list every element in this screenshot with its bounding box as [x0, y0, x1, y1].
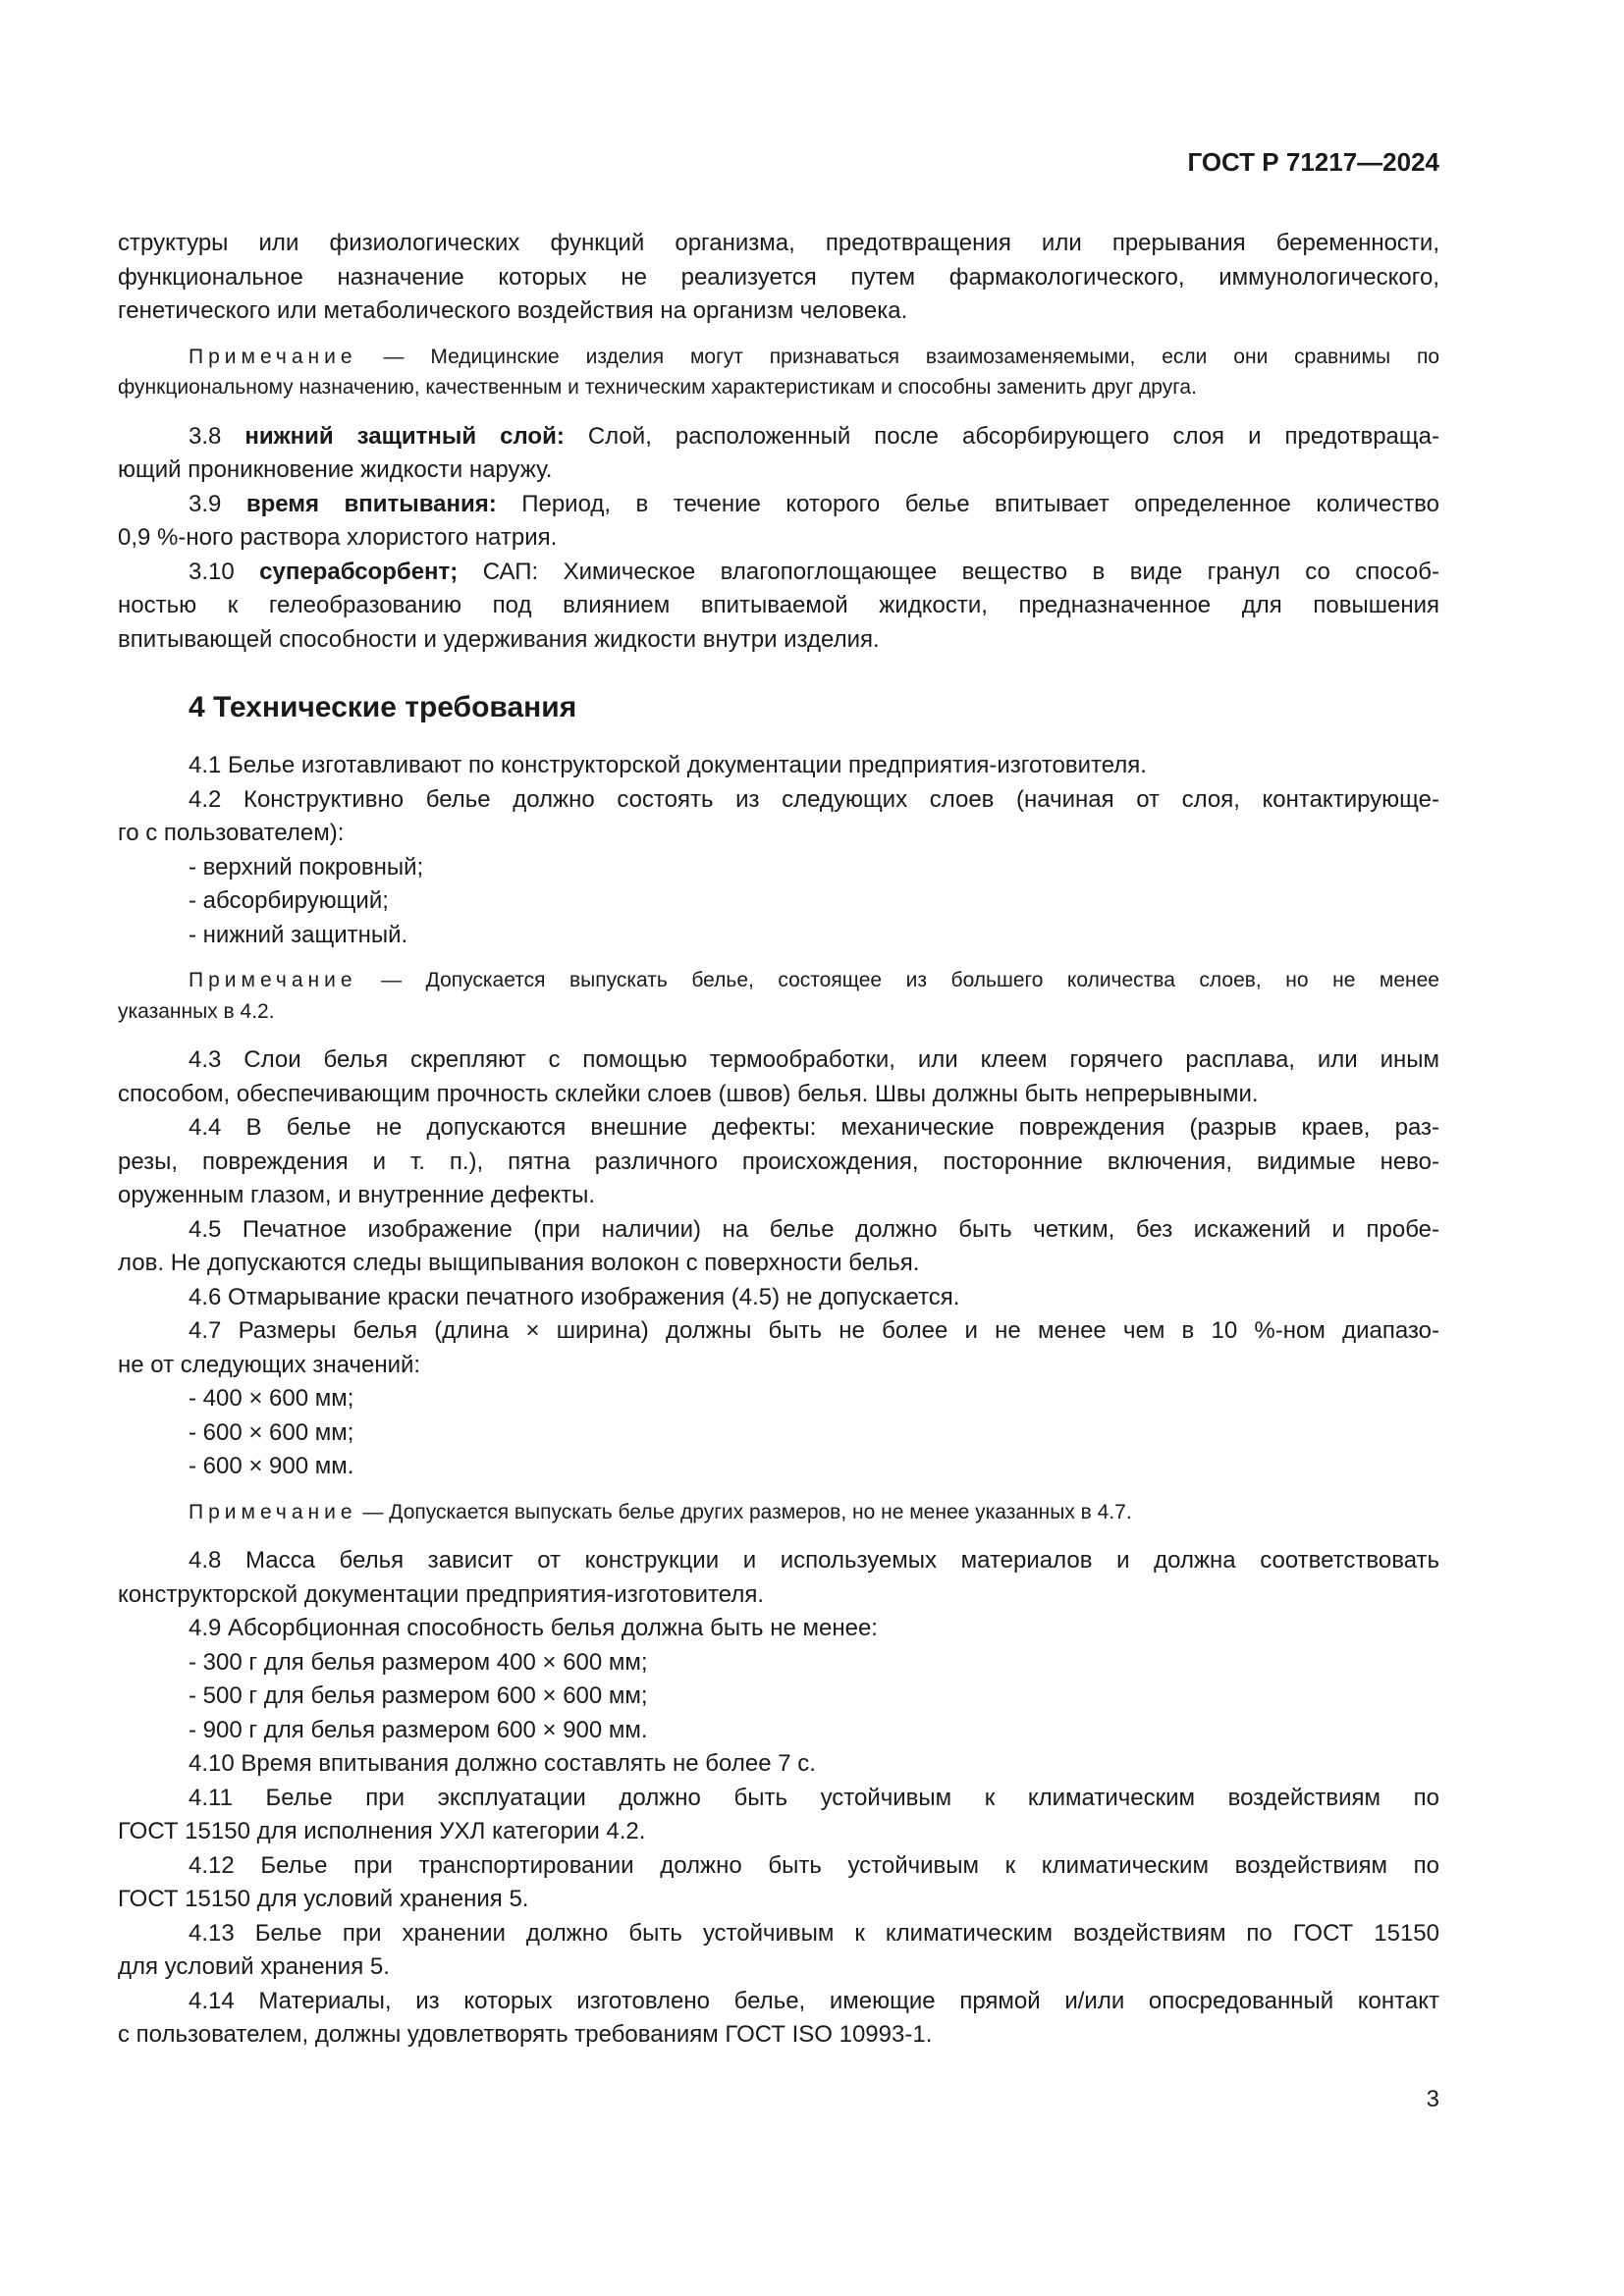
- text-line: 4.4 В белье не допускаются внешние дефекты: механические повреждения (разрыв краев, раз-: [189, 1114, 1440, 1141]
- text-line: генетического или метаболического воздействия на организм человека.: [118, 297, 908, 324]
- text-line: 3.9 время впитывания: Период, в течение которого белье впитывает определенное количество: [189, 490, 1440, 517]
- text-line: способом, обеспечивающим прочность склейки слоев (швов) белья. Швы должны быть непрерывными.: [118, 1080, 1259, 1107]
- clause: [118, 783, 1439, 851]
- section-heading: 4 Технические требования: [189, 691, 577, 723]
- text-line: ГОСТ 15150 для исполнения УХЛ категории 4.2.: [118, 1818, 646, 1844]
- text-line: 4.2 Конструктивно белье должно состоять из следующих слоев (начиная от слоя, контактирующе-: [189, 785, 1439, 813]
- text-line: 4.8 Масса белья зависит от конструкции и используемых материалов и должна соответствовать: [189, 1547, 1440, 1574]
- text-line: ГОСТ 15150 для условий хранения 5.: [118, 1886, 529, 1912]
- clause: [118, 227, 1439, 329]
- text-line: Примечание — Медицинские изделия могут признаваться взаимозаменяемыми, если они сравнимы по: [189, 345, 1439, 368]
- clause: [118, 749, 1439, 783]
- text-line: 4.11 Белье при эксплуатации должно быть устойчивым к климатическим воздействиям по: [189, 1784, 1439, 1811]
- text-line: с пользователем, должны удовлетворять требованиям ГОСТ ISO 10993-1.: [118, 2021, 933, 2048]
- clause: [118, 1747, 1439, 1782]
- clause-number: 3.8: [189, 422, 245, 450]
- note-label: Примечание: [189, 1500, 357, 1523]
- clause-number: 4.1: [189, 752, 229, 778]
- clause: [118, 1612, 1439, 1646]
- list-item: - верхний покровный;: [189, 853, 424, 881]
- clause-number: 4.12: [189, 1851, 261, 1879]
- text-line: 3.8 нижний защитный слой: Слой, расположенный после абсорбирующего слоя и предотвраща-: [189, 422, 1439, 450]
- text-line: 0,9 %-ного раствора хлористого натрия.: [118, 524, 558, 551]
- clause-number: 4.14: [189, 1987, 259, 2014]
- text-line: оруженным глазом, и внутренние дефекты.: [118, 1182, 596, 1208]
- clause: [118, 1111, 1439, 1213]
- clause-number: 4.2: [189, 785, 244, 813]
- note: [118, 965, 1439, 1027]
- note-label: Примечание: [189, 969, 357, 991]
- text-line: 4.3 Слои белья скрепляют с помощью термообработки, или клеем горячего расплава, или иным: [189, 1046, 1439, 1073]
- clause: [118, 1917, 1439, 1985]
- text-line: ющий проникновение жидкости наружу.: [118, 456, 553, 483]
- clause: [118, 1985, 1439, 2053]
- list-item: - 400 × 600 мм;: [189, 1385, 354, 1412]
- text-line: 4.6 Отмарывание краски печатного изображения (4.5) не допускается.: [189, 1283, 960, 1310]
- clause-number: 4.9: [189, 1615, 229, 1641]
- list-item: - 900 г для белья размером 600 × 900 мм.: [189, 1716, 648, 1743]
- term: суперабсорбент;: [259, 558, 483, 585]
- text-line: го с пользователем):: [118, 820, 345, 846]
- clause: [118, 1043, 1439, 1111]
- text-line: 4.1 Белье изготавливают по конструкторской документации предприятия-изготовителя.: [189, 752, 1147, 778]
- list-item: - 500 г для белья размером 600 × 600 мм;: [189, 1682, 648, 1709]
- list-item: - нижний защитный.: [189, 921, 408, 948]
- clause-number: 4.10: [189, 1750, 242, 1777]
- clause: [118, 488, 1439, 556]
- text-line: 4.10 Время впитывания должно составлять не более 7 с.: [189, 1750, 816, 1777]
- text-line: лов. Не допускаются следы выщипывания волокон с поверхности белья.: [118, 1250, 920, 1276]
- note: [118, 342, 1439, 403]
- clause: [118, 556, 1439, 658]
- clause-number: 3.9: [189, 490, 246, 517]
- clause-number: 3.10: [189, 558, 260, 585]
- list-item: - 600 × 900 мм.: [189, 1453, 354, 1479]
- text-line: 4.7 Размеры белья (длина × ширина) должны быть не более и не менее чем в 10 %-ном диапазо-: [189, 1317, 1439, 1344]
- clause: [118, 1782, 1439, 1849]
- text-line: не от следующих значений:: [118, 1351, 421, 1378]
- text-line: резы, повреждения и т. п.), пятна различного происхождения, посторонние включения, видимые нево-: [118, 1148, 1439, 1175]
- list-item: - 600 × 600 мм;: [189, 1418, 354, 1446]
- list-item: - 300 г для белья размером 400 × 600 мм;: [189, 1648, 648, 1676]
- text-line: конструкторской документации предприятия-изготовителя.: [118, 1580, 764, 1608]
- clause-number: 4.6: [189, 1283, 229, 1310]
- clause-number: 4.13: [189, 1919, 255, 1947]
- clause-number: 4.4: [189, 1114, 246, 1141]
- text-line: 4.13 Белье при хранении должно быть устойчивым к климатическим воздействиям по ГОСТ 15150: [189, 1919, 1439, 1947]
- clause: [118, 1213, 1439, 1281]
- term: время впитывания:: [245, 490, 522, 517]
- clause-number: 4.5: [189, 1215, 243, 1243]
- text-line: функциональное назначение которых не реализуется путем фармакологического, иммунологического,: [118, 263, 1439, 291]
- text-line: впитывающей способности и удерживания жидкости внутри изделия.: [118, 625, 880, 653]
- text-line: 4.14 Материалы, из которых изготовлено белье, имеющие прямой и/или опосредованный контакт: [189, 1987, 1439, 2014]
- clause: [118, 420, 1439, 488]
- clause: [118, 1849, 1439, 1917]
- text-line: функциональному назначению, качественным и техническим характеристикам и способны заменить друг друга.: [118, 376, 1197, 399]
- text-line: структуры или физиологических функций организма, предотвращения или прерывания беременности,: [118, 230, 1439, 256]
- clause: [118, 1544, 1439, 1612]
- clause-number: 4.7: [189, 1317, 239, 1344]
- clause-number: 4.8: [189, 1547, 245, 1574]
- term: нижний защитный слой:: [244, 422, 588, 450]
- text-line: 3.10 суперабсорбент; САП: Химическое влагопоглощающее вещество в виде гранул со способ-: [189, 558, 1439, 585]
- note: [118, 1497, 1439, 1528]
- text-line: Примечание — Допускается выпускать белье других размеров, но не менее указанных в 4.7.: [189, 1500, 1132, 1523]
- clause-number: 4.11: [189, 1784, 266, 1811]
- list-item: - абсорбирующий;: [189, 887, 389, 914]
- text-line: 4.12 Белье при транспортировании должно быть устойчивым к климатическим воздействиям по: [189, 1851, 1439, 1879]
- document-code-header: ГОСТ Р 71217—2024: [1187, 147, 1439, 177]
- clause: [118, 1281, 1439, 1315]
- text-line: 4.9 Абсорбционная способность белья должна быть не менее:: [189, 1615, 878, 1641]
- note-label: Примечание: [189, 345, 357, 368]
- text-line: ностью к гелеобразованию под влиянием впитываемой жидкости, предназначенное для повышения: [118, 592, 1439, 618]
- clause-number: 4.3: [189, 1046, 244, 1073]
- text-line: указанных в 4.2.: [118, 999, 275, 1023]
- clause: [118, 1314, 1439, 1382]
- text-line: 4.5 Печатное изображение (при наличии) на белье должно быть четким, без искажений и пробе-: [189, 1215, 1440, 1243]
- document-body: [118, 227, 1439, 2053]
- text-line: Примечание — Допускается выпускать белье, состоящее из большего количества слоев, но не менее: [189, 969, 1439, 991]
- page-number: 3: [1426, 2086, 1439, 2112]
- text-line: для условий хранения 5.: [118, 1953, 390, 1980]
